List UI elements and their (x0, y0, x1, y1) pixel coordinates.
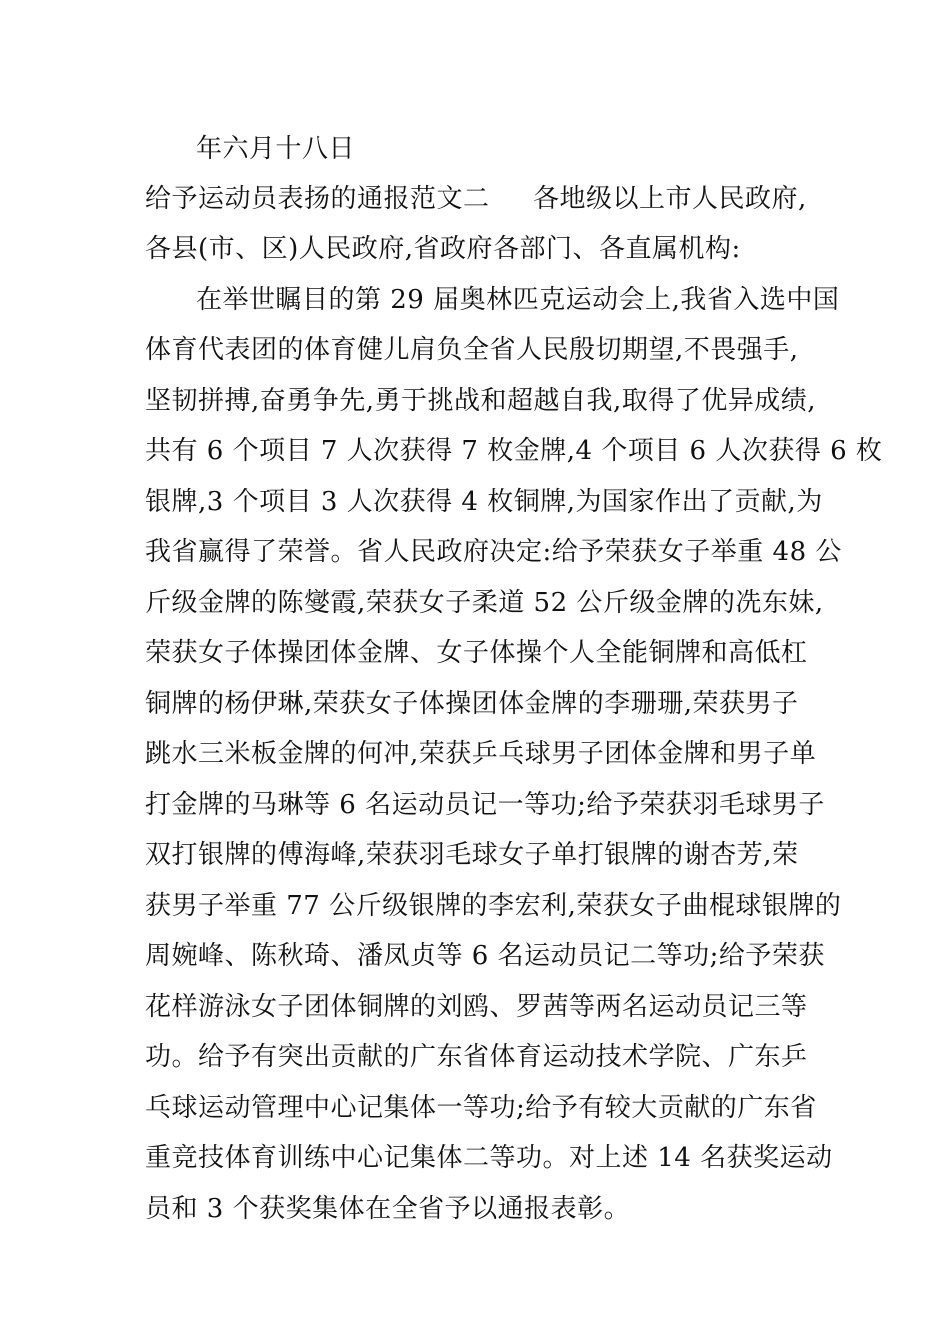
body-line-text: 荣获女子体操团体金牌、女子体操个人全能铜牌和高低杠 (145, 638, 808, 668)
body-line-text: 员和 3 个获奖集体在全省予以通报表彰。 (145, 1194, 631, 1224)
body-line-text: 花样游泳女子团体铜牌的刘鸥、罗茜等两名运动员记三等 (145, 992, 808, 1022)
body-line-text: 乓球运动管理中心记集体一等功;给予有较大贡献的广东省 (145, 1093, 817, 1123)
document-title: 给予运动员表扬的通报范文二 (145, 184, 490, 214)
body-line-text: 我省赢得了荣誉。省人民政府决定:给予荣获女子举重 48 公 (145, 537, 842, 567)
body-line-text: 跳水三米板金牌的何冲,荣获乒乓球男子团体金牌和男子单 (145, 739, 817, 769)
body-line-text: 体育代表团的体育健儿肩负全省人民殷切期望,不畏强手, (145, 335, 799, 365)
body-line-text: 在举世瞩目的第 29 届奥林匹克运动会上,我省入选中国 (196, 285, 840, 315)
body-line-text: 获男子举重 77 公斤级银牌的李宏利,荣获女子曲棍球银牌的 (145, 891, 842, 921)
body-line-text: 银牌,3 个项目 3 人次获得 4 枚铜牌,为国家作出了贡献,为 (145, 487, 823, 517)
body-line-text: 周婉峰、陈秋琦、潘凤贞等 6 名运动员记二等功;给予荣获 (145, 941, 825, 971)
addressee-second-part: 各县(市、区)人民政府,省政府各部门、各直属机构: (145, 234, 741, 264)
body-line-text: 坚韧拼搏,奋勇争先,勇于挑战和超越自我,取得了优异成绩, (145, 386, 817, 416)
body-line-text: 重竞技体育训练中心记集体二等功。对上述 14 名获奖运动 (145, 1143, 833, 1173)
body-line-text: 双打银牌的傅海峰,荣获羽毛球女子单打银牌的谢杏芳,荣 (145, 840, 799, 870)
body-line-text: 功。给予有突出贡献的广东省体育运动技术学院、广东乒 (145, 1042, 808, 1072)
addressee-first-part: 各地级以上市人民政府, (533, 184, 807, 214)
body-line-text: 共有 6 个项目 7 人次获得 7 枚金牌,4 个项目 6 人次获得 6 枚 (145, 436, 883, 466)
date-line: 年六月十八日 (196, 134, 356, 164)
body-line-text: 铜牌的杨伊琳,荣获女子体操团体金牌的李珊珊,荣获男子 (145, 689, 799, 719)
body-line-text: 打金牌的马琳等 6 名运动员记一等功;给予荣获羽毛球男子 (145, 790, 825, 820)
body-line-text: 斤级金牌的陈燮霞,荣获女子柔道 52 公斤级金牌的冼东妹, (145, 588, 824, 618)
